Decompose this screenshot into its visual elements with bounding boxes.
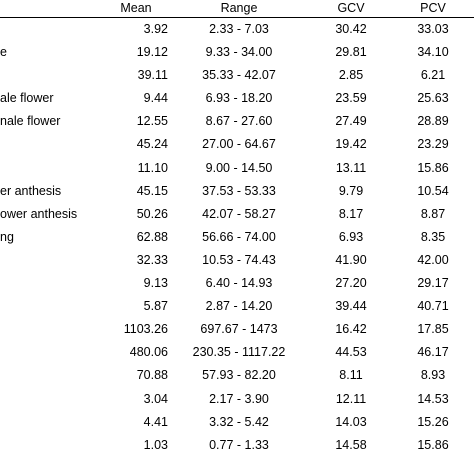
cell-trait (0, 411, 104, 434)
table-row (0, 388, 474, 411)
table-row (0, 434, 474, 457)
cell-trait: nale flower (0, 114, 61, 129)
cell-pcv: 8.93 (420, 368, 446, 383)
cell-gcv: 14.03 (335, 414, 367, 429)
cell-gcv: 2.85 (338, 68, 364, 83)
cell-trait (0, 318, 104, 341)
cell-mean: 70.88 (136, 368, 168, 383)
cell-range: 10.53 - 74.43 (202, 252, 276, 267)
cell-gcv: 13.11 (335, 160, 367, 175)
cell-gcv: 19.42 (335, 137, 367, 152)
cell-pcv: 23.29 (417, 137, 449, 152)
cell-range: 2.87 - 14.20 (205, 299, 273, 314)
cell-range: 57.93 - 82.20 (202, 368, 276, 383)
cell-gcv: 27.20 (335, 276, 367, 291)
cell-mean: 1103.26 (123, 322, 168, 337)
cell-trait: e (0, 45, 7, 60)
cell-gcv: 9.79 (338, 183, 364, 198)
cell-mean: 4.41 (143, 414, 168, 429)
cell-mean: 480.06 (129, 345, 168, 360)
cell-gcv: 44.53 (335, 345, 367, 360)
cell-mean: 1.03 (143, 437, 168, 452)
cell-range: 230.35 - 1117.22 (192, 345, 286, 360)
table-row (0, 157, 474, 180)
cell-trait (0, 341, 104, 364)
cell-mean: 39.11 (137, 68, 168, 83)
cell-gcv: 41.90 (335, 252, 367, 267)
cell-trait (0, 157, 104, 180)
table-row (0, 318, 474, 341)
cell-gcv: 8.17 (338, 206, 364, 221)
cell-gcv: 6.93 (338, 229, 364, 244)
cell-range: 697.67 - 1473 (200, 322, 278, 337)
cell-range: 6.40 - 14.93 (205, 276, 273, 291)
cell-range: 27.00 - 64.67 (202, 137, 276, 152)
cell-range: 8.67 - 27.60 (205, 114, 273, 129)
header-gcv: GCV (310, 0, 392, 18)
table-row (0, 341, 474, 364)
table-row (0, 411, 474, 434)
cell-pcv: 17.85 (417, 322, 449, 337)
cell-range: 0.77 - 1.33 (209, 437, 269, 452)
cell-mean: 45.15 (136, 183, 168, 198)
cell-gcv: 8.11 (339, 368, 363, 383)
cell-mean: 19.12 (136, 45, 168, 60)
cell-pcv: 25.63 (417, 91, 449, 106)
cell-trait (0, 18, 104, 42)
cell-pcv: 15.86 (417, 160, 449, 175)
cell-mean: 9.13 (143, 276, 168, 291)
cell-pcv: 29.17 (417, 276, 449, 291)
cell-trait: ng (0, 229, 14, 244)
cell-pcv: 34.10 (417, 45, 449, 60)
cell-gcv: 12.11 (335, 391, 367, 406)
cell-pcv: 6.21 (420, 68, 446, 83)
cell-range: 6.93 - 18.20 (205, 91, 273, 106)
cell-mean: 9.44 (143, 91, 168, 106)
cell-mean: 45.24 (136, 137, 168, 152)
cell-mean: 3.04 (143, 391, 168, 406)
cell-range: 42.07 - 58.27 (202, 206, 276, 221)
cell-mean: 50.26 (136, 206, 168, 221)
header-range: Range (168, 0, 310, 18)
cell-range: 9.33 - 34.00 (205, 45, 273, 60)
cell-range: 2.17 - 3.90 (209, 391, 269, 406)
cell-range: 2.33 - 7.03 (209, 22, 269, 36)
header-row (0, 0, 474, 18)
cell-mean: 32.33 (136, 252, 168, 267)
cell-pcv: 46.17 (417, 345, 449, 360)
cell-mean: 12.55 (136, 114, 168, 129)
cell-pcv: 15.86 (417, 437, 449, 452)
header-trait (0, 0, 104, 18)
table-body (0, 18, 474, 457)
cell-trait (0, 272, 104, 295)
table-header (0, 0, 474, 18)
cell-gcv: 14.58 (335, 437, 367, 452)
cell-pcv: 15.26 (417, 414, 449, 429)
cell-trait (0, 388, 104, 411)
table-row (0, 133, 474, 156)
table-row (0, 87, 474, 110)
cell-gcv: 30.42 (335, 22, 367, 36)
cell-mean: 11.10 (137, 160, 168, 175)
cell-mean: 3.92 (143, 22, 168, 36)
table-row (0, 272, 474, 295)
table-row (0, 295, 474, 318)
table-row (0, 64, 474, 87)
cell-gcv: 27.49 (335, 114, 367, 129)
cell-gcv: 29.81 (335, 45, 367, 60)
cell-trait (0, 249, 104, 272)
cell-pcv: 33.03 (417, 22, 449, 36)
cell-trait: er anthesis (0, 183, 62, 198)
table-row (0, 203, 474, 226)
cell-trait (0, 295, 104, 318)
cell-trait (0, 364, 104, 387)
cell-gcv: 23.59 (335, 91, 367, 106)
cell-range: 9.00 - 14.50 (205, 160, 273, 175)
cell-pcv: 10.54 (417, 183, 449, 198)
cell-gcv: 16.42 (335, 322, 367, 337)
cell-pcv: 28.89 (417, 114, 449, 129)
cell-gcv: 39.44 (335, 299, 367, 314)
table-row (0, 110, 474, 133)
cell-mean: 62.88 (136, 229, 168, 244)
cell-range: 35.33 - 42.07 (202, 68, 276, 83)
cell-trait: ower anthesis (0, 206, 78, 221)
table-row (0, 180, 474, 203)
cell-trait: ale flower (0, 91, 54, 106)
header-pcv: PCV (392, 0, 474, 18)
cell-pcv: 8.35 (420, 229, 446, 244)
table-row (0, 41, 474, 64)
cell-pcv: 42.00 (417, 252, 449, 267)
cell-trait (0, 133, 104, 156)
table-row (0, 364, 474, 387)
header-mean: Mean (104, 0, 168, 18)
cell-pcv: 14.53 (417, 391, 449, 406)
cell-trait (0, 64, 104, 87)
cell-mean: 5.87 (143, 299, 168, 314)
table-row (0, 18, 474, 42)
cell-range: 3.32 - 5.42 (209, 414, 269, 429)
cell-range: 56.66 - 74.00 (202, 229, 276, 244)
cell-pcv: 40.71 (417, 299, 449, 314)
table-row (0, 226, 474, 249)
cell-trait (0, 434, 104, 457)
table-row (0, 249, 474, 272)
cell-range: 37.53 - 53.33 (202, 183, 276, 198)
cell-pcv: 8.87 (420, 206, 446, 221)
